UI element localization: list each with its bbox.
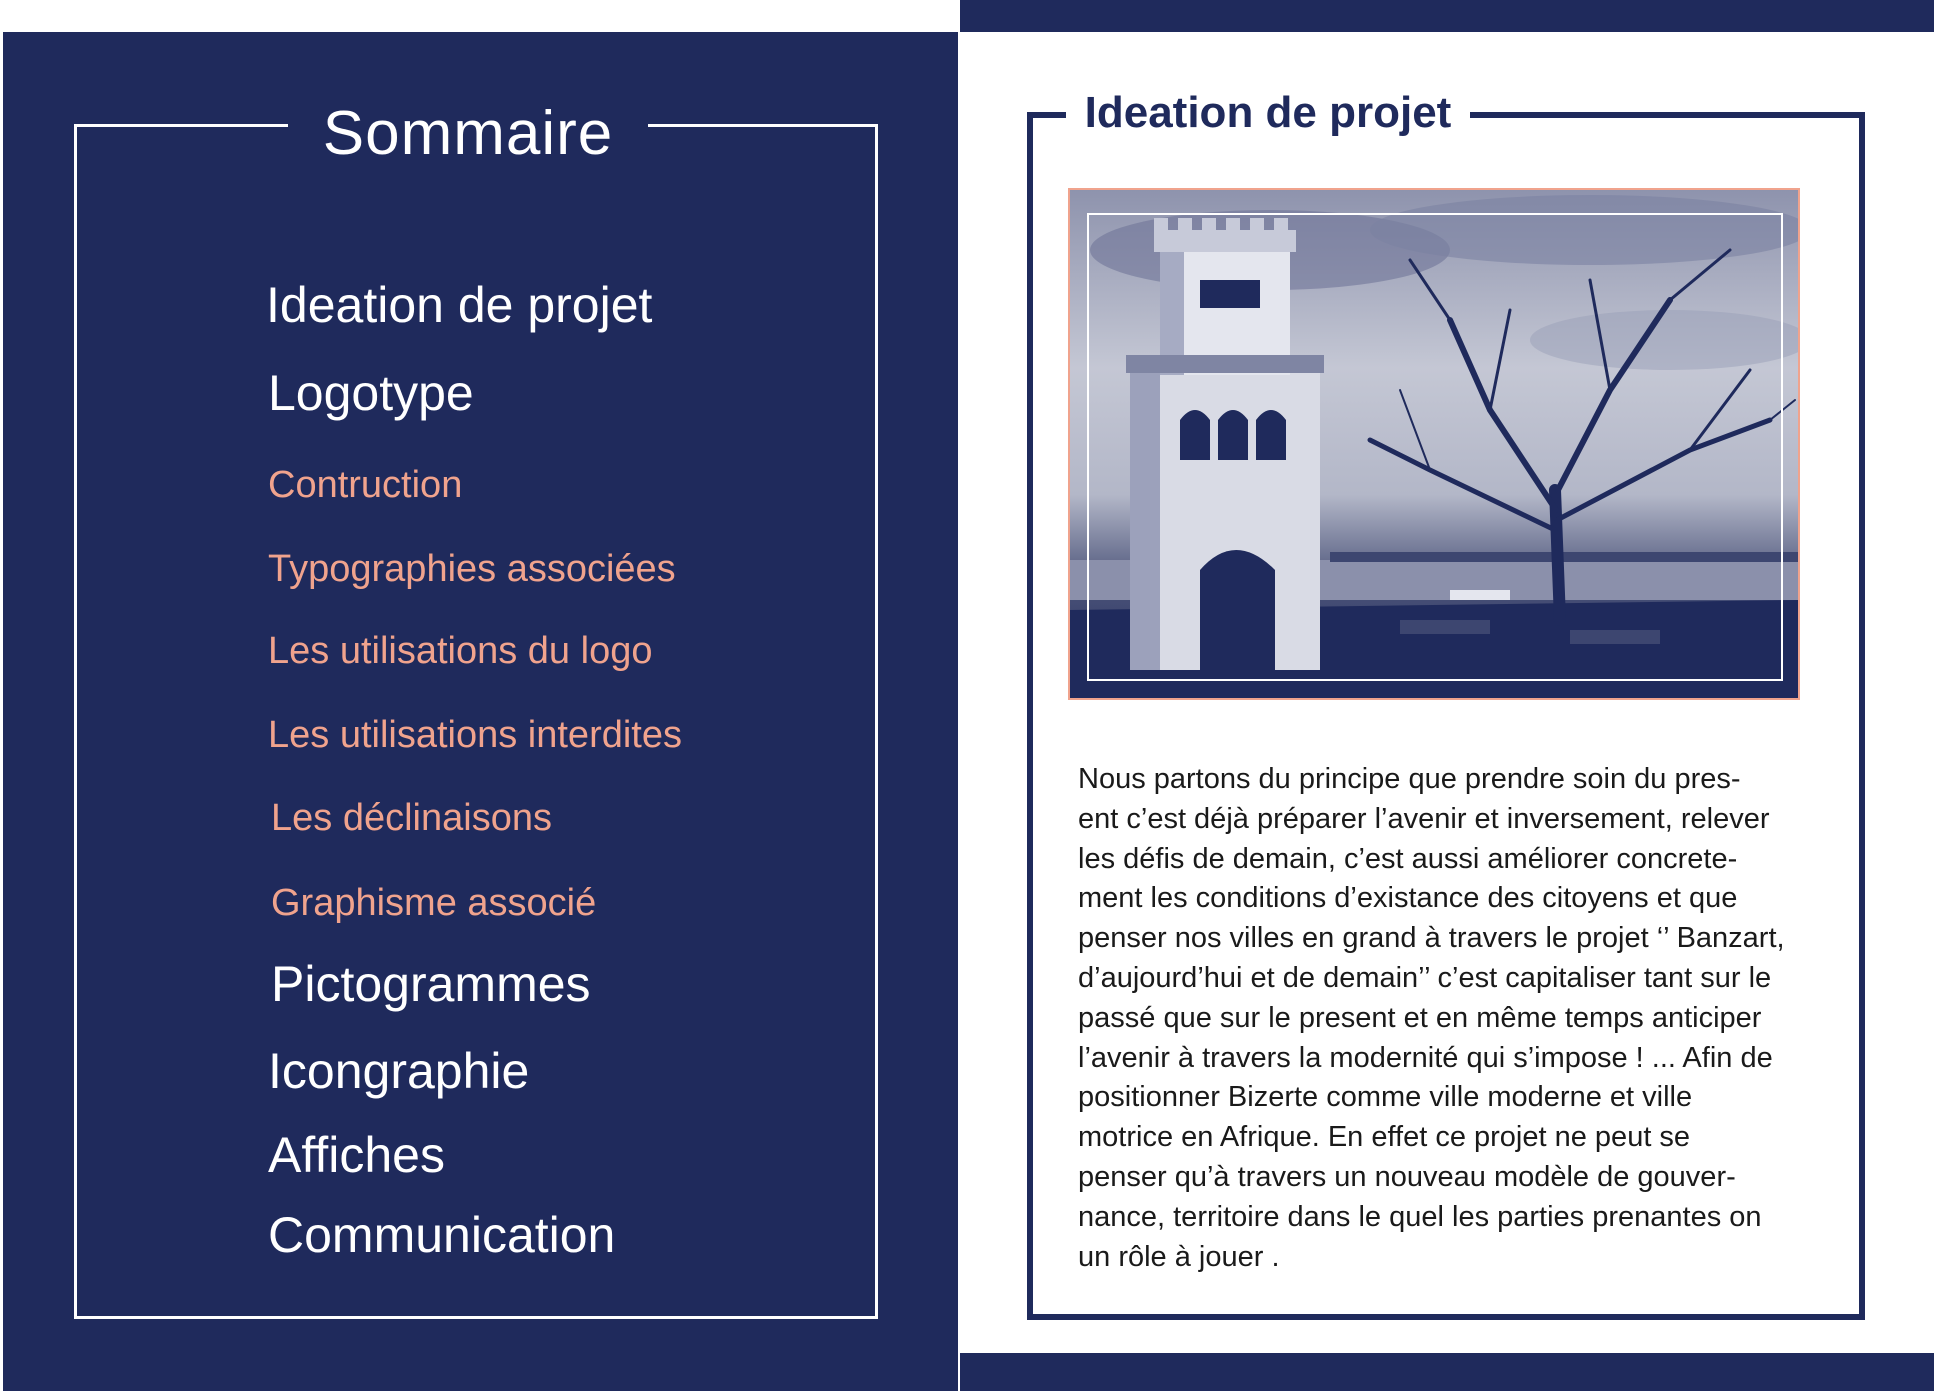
body-line: penser qu’à travers un nouveau modèle de gouver- (1078, 1160, 1736, 1193)
toc-item-ideation[interactable]: Ideation de projet (266, 277, 653, 333)
body-line: Nous partons du principe que prendre soin du pres- (1078, 763, 1741, 795)
body-line: les défis de demain, c’est aussi améliorer concrete- (1078, 842, 1738, 875)
body-line: passé que sur le present et en même temps anticiper (1078, 1001, 1762, 1034)
toc-item-typographies[interactable]: Typographies associées (268, 548, 676, 590)
toc-item-construction[interactable]: Contruction (268, 464, 463, 506)
toc-item-pictogrammes[interactable]: Pictogrammes (271, 956, 591, 1012)
body-line: motrice en Afrique. En effet ce projet ne peut se (1078, 1121, 1691, 1154)
toc-item-utilisations-logo[interactable]: Les utilisations du logo (268, 630, 653, 672)
body-line: un rôle à jouer . (1078, 1240, 1280, 1273)
bottom-bar (960, 1353, 1934, 1391)
toc-item-communication[interactable]: Communication (268, 1207, 616, 1263)
body-line: ment les conditions d’existance des citoyens et que (1078, 882, 1738, 915)
toc-item-logotype[interactable]: Logotype (268, 365, 474, 421)
toc-item-affiches[interactable]: Affiches (268, 1127, 445, 1183)
body-line: nance, territoire dans le quel les parties prenantes on (1078, 1200, 1762, 1233)
body-line: positionner Bizerte comme ville moderne et ville (1078, 1081, 1693, 1114)
ideation-body (1078, 760, 1818, 1277)
body-line: ent c’est déjà préparer l’avenir et inversement, relever (1078, 802, 1770, 835)
toc-item-graphisme[interactable]: Graphisme associé (271, 882, 597, 924)
toc-item-declinaisons[interactable]: Les déclinaisons (271, 797, 552, 839)
body-line: d’aujourd’hui et de demain’’ c’est capitaliser tant sur le (1078, 961, 1772, 994)
toc-item-icongraphie[interactable]: Icongraphie (268, 1043, 530, 1099)
ideation-title: Ideation de projet (1066, 82, 1470, 144)
body-line: l’avenir à travers la modernité qui s’impose ! ... Afin de (1078, 1041, 1773, 1074)
toc-item-utilisations-interdites[interactable]: Les utilisations interdites (268, 714, 682, 756)
body-line: penser nos villes en grand à travers le projet ‘’ Banzart, (1078, 922, 1785, 955)
sommaire-title: Sommaire (288, 94, 648, 174)
top-bar (960, 0, 1934, 32)
tower-photo (1068, 188, 1800, 700)
